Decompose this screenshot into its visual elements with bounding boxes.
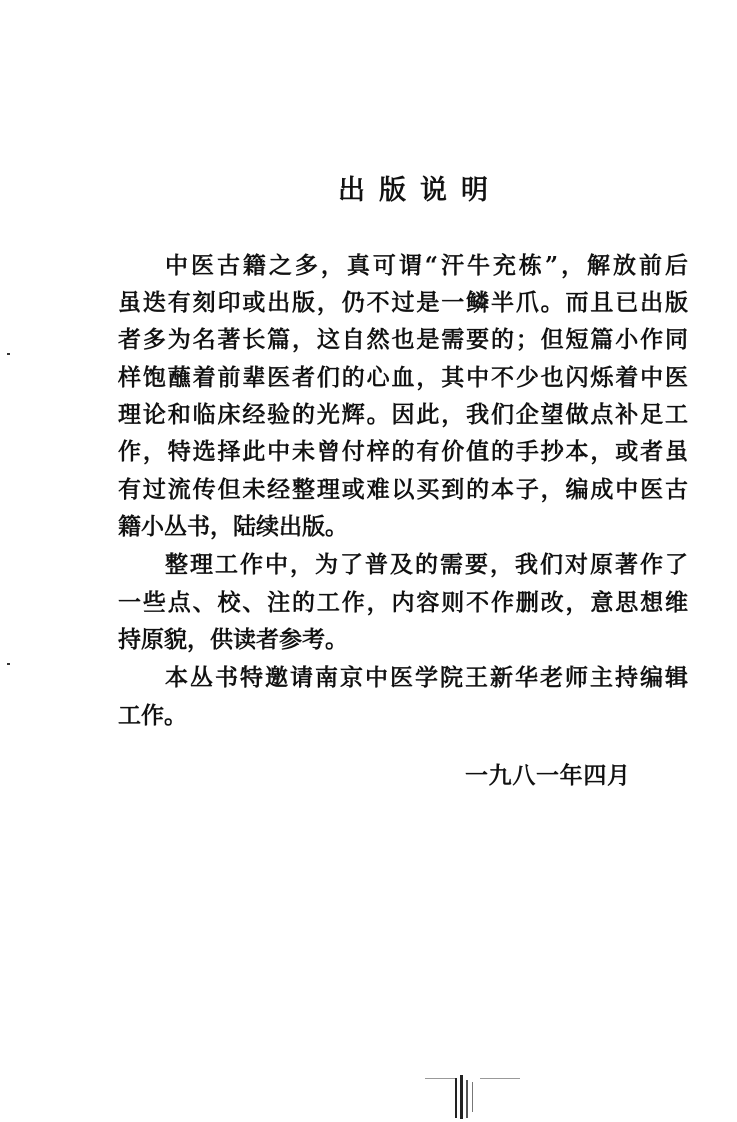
text-line: 一些点、校、注的工作，内容则不作删改，意思想维: [118, 589, 688, 616]
text-line: 整理工作中，为了普及的需要，我们对原著作了: [165, 551, 688, 578]
text-line: 者多为名著长篇，这自然也是需要的；但短篇小作同: [118, 326, 688, 353]
text-line: 有过流传但未经整理或难以买到的本子，编成中医古: [118, 476, 688, 503]
text-line: 样饱蘸着前辈医者们的心血，其中不少也闪烁着中医: [118, 364, 688, 391]
page-title: 出版说明: [338, 175, 502, 206]
scan-speck: [7, 353, 10, 355]
text-line: 持原貌，供读者参考。: [118, 626, 348, 653]
text-line: 中医古籍之多，真可谓“汗牛充栋”，解放前后: [165, 252, 688, 279]
text-line: 虽迭有刻印或出版，仍不过是一鳞半爪。而且已出版: [118, 289, 688, 316]
text-line: 工作。: [118, 702, 187, 729]
text-line: 籍小丛书，陆续出版。: [118, 513, 348, 540]
text-line: 本丛书特邀请南京中医学院王新华老师主持编辑: [165, 664, 688, 691]
date-signature: 一九八一年四月: [465, 762, 630, 789]
text-line: 作，特选择此中未曾付梓的有价值的手抄本，或者虽: [118, 438, 688, 465]
scan-speck: [7, 663, 10, 665]
text-line: 理论和临床经验的光辉。因此，我们企望做点补足工: [118, 401, 688, 428]
